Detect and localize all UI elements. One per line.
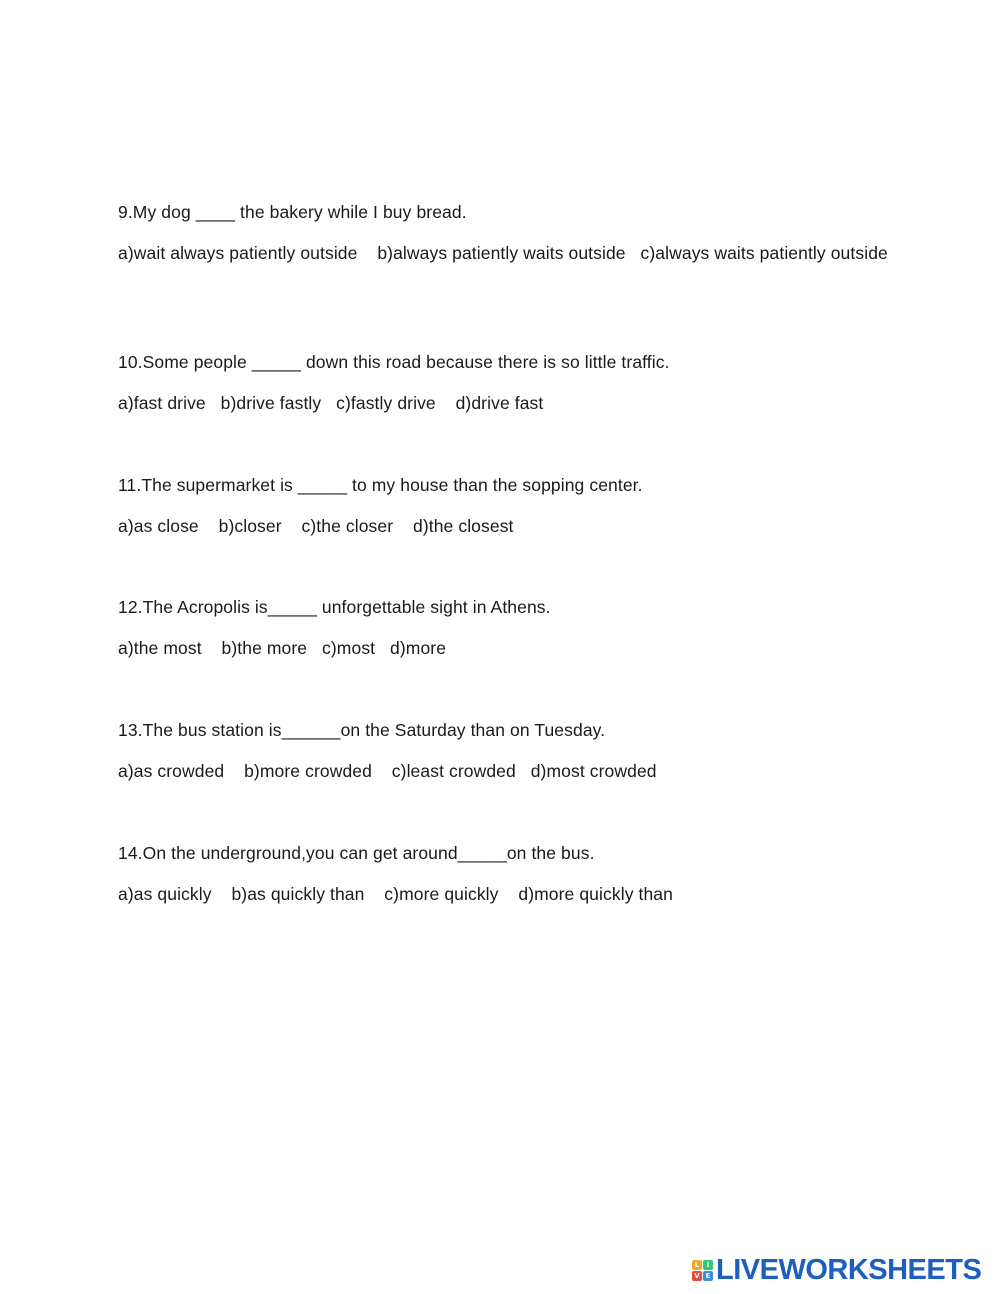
question-14 [118,839,898,908]
answer-options: a)the most b)the more c)most d)more [118,638,447,658]
liveworksheets-logo [692,1255,981,1285]
logo-square-l: L [692,1260,702,1270]
answer-options: a)as close b)closer c)the closer d)the closest [118,516,514,536]
question-text: 11.The supermarket is _____ to my house than the sopping center. [118,475,643,495]
question-13 [118,716,898,785]
answer-options: a)as crowded b)more crowded c)least crowded d)most crowded [118,761,657,781]
question-text: 12.The Acropolis is_____ unforgettable sight in Athens. [118,597,551,617]
question-12 [118,593,898,662]
logo-square-e: E [703,1271,713,1281]
liveworksheets-brand-text: LIVEWORKSHEETS [716,1254,982,1286]
question-text: 10.Some people _____ down this road because there is so little traffic. [118,352,670,372]
answer-options: a)fast drive b)drive fastly c)fastly drive d)drive fast [118,393,544,413]
question-text: 14.On the underground,you can get around_____on the bus. [118,843,595,863]
answer-options: a)as quickly b)as quickly than c)more quickly d)more quickly than [118,884,673,904]
question-text: 13.The bus station is______on the Saturday than on Tuesday. [118,720,606,740]
question-10 [118,348,898,417]
question-text: 9.My dog ____ the bakery while I buy bread. [118,202,467,222]
logo-square-i: I [703,1260,713,1270]
question-11 [118,471,898,540]
liveworksheets-logo-icon [692,1260,713,1281]
question-9 [118,198,898,267]
logo-square-v: V [692,1271,702,1281]
answer-options: a)wait always patiently outside b)always patiently waits outside c)always waits patiently outside [118,243,888,263]
